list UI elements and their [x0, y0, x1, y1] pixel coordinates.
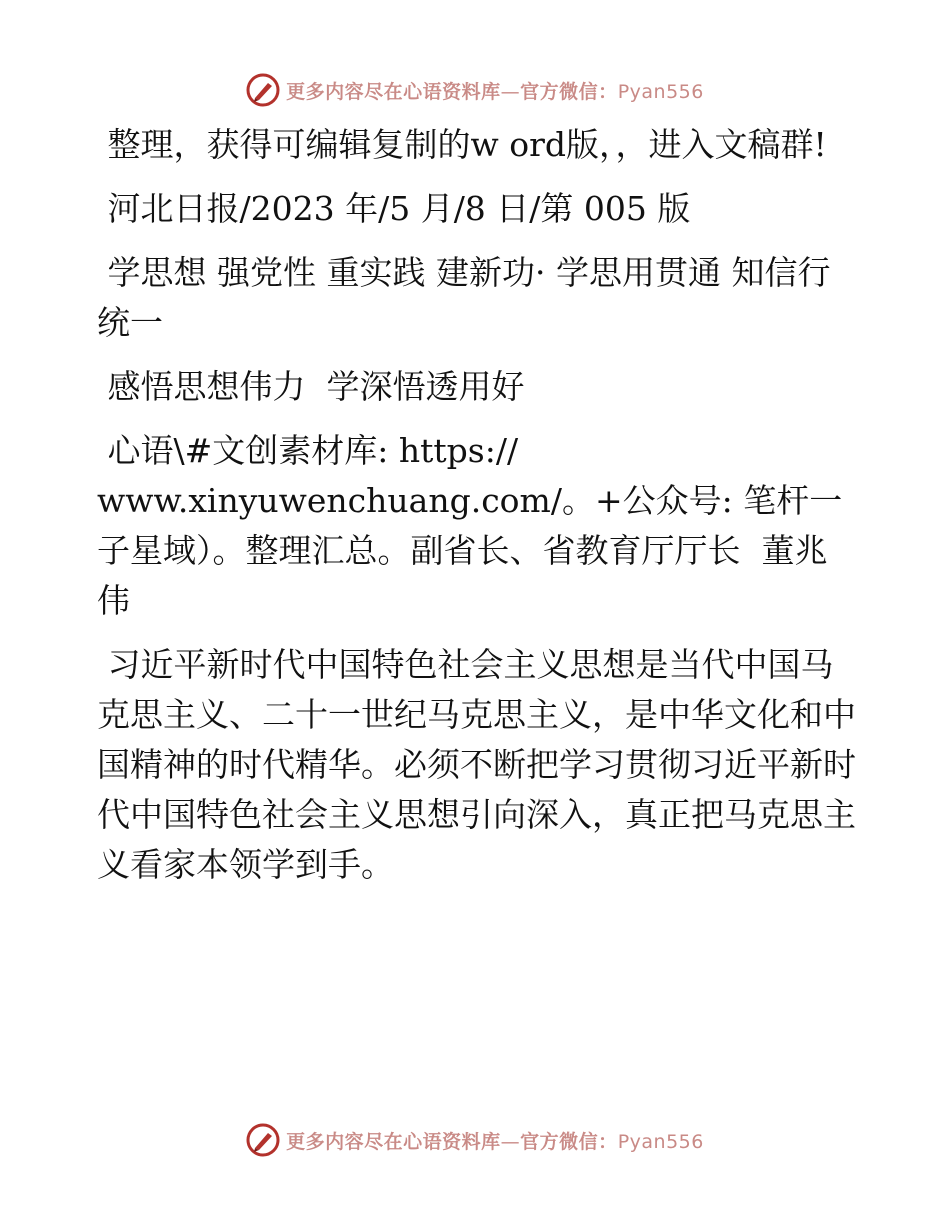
banner-official: 官方微信： [520, 80, 618, 103]
banner-text [286, 1127, 704, 1154]
pen-logo-icon [246, 1123, 280, 1157]
banner-text [286, 77, 704, 104]
banner-dash: — [500, 1130, 521, 1153]
footer-banner [0, 1120, 950, 1160]
header-banner-inner [246, 73, 704, 107]
banner-main: 更多内容尽在心语资料库 [286, 80, 501, 103]
paragraph-subtitle: 感悟思想伟力 学深悟透用好 [97, 367, 525, 406]
paragraph-intro: 整理，获得可编辑复制的w ord版，，进入文稿群! [97, 125, 827, 164]
header-banner [0, 70, 950, 110]
banner-main: 更多内容尽在心语资料库 [286, 1130, 501, 1153]
document-body [97, 120, 857, 890]
paragraph-source: 河北日报/2023 年/5 月/8 日/第 005 版 [97, 189, 691, 228]
footer-banner-inner [246, 1123, 704, 1157]
banner-wechat-id: Pyan556 [617, 80, 704, 103]
banner-wechat-id: Pyan556 [617, 1130, 704, 1153]
banner-dash: — [500, 80, 521, 103]
paragraph-headline: 学思想 强党性 重实践 建新功· 学思用贯通 知信行统一 [97, 253, 831, 342]
pen-logo-icon [246, 73, 280, 107]
banner-official: 官方微信： [520, 1130, 618, 1153]
paragraph-body: 习近平新时代中国特色社会主义思想是当代中国马克思主义、二十一世纪马克思主义，是中华文化和中国精神的时代精华。必须不断把学习贯彻习近平新时代中国特色社会主义思想引向深入，真正把马克思主义看家本领学到手。 [97, 645, 856, 884]
paragraph-attribution: 心语\#文创素材库: https:// www.xinyuwenchuang.com/。+公众号: 笔杆一子星域）。整理汇总。副省长、省教育厅厅长 董兆伟 [97, 431, 843, 620]
